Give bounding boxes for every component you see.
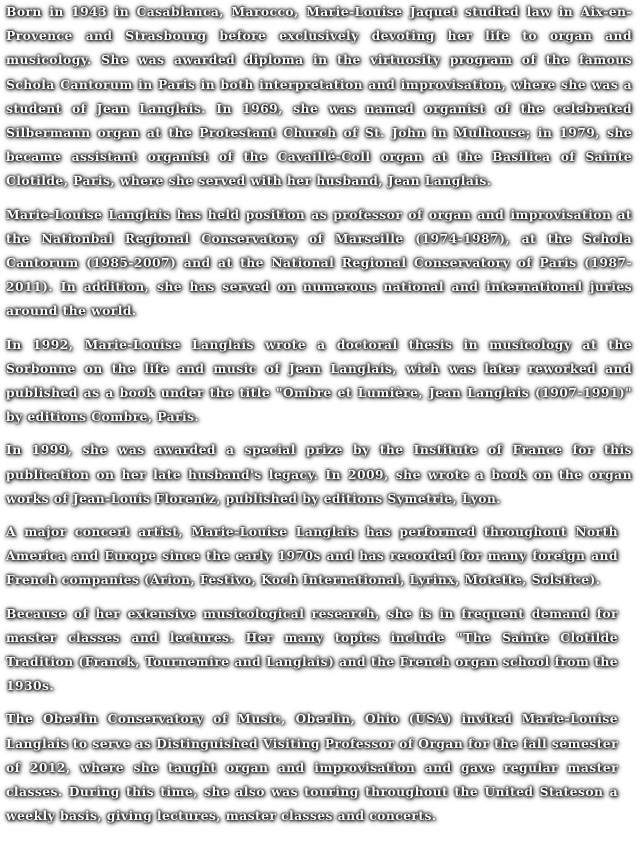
bio-paragraph-teaching: Marie-Louise Langlais has held position as professor of organ and improvisation at the Nationbal Regional Conservatory of Marseille (1974-1987), at the Schola Cantorum (1985-2007) and at the National Regional Conservatory of Paris (1987-2011). In addition, she has served on numerous national and international juries around the world.	[6, 206, 632, 319]
bio-paragraph-oberlin: The Oberlin Conservatory of Music, Oberlin, Ohio (USA) invited Marie-Louise Langlais to serve as Distinguished Visiting Professor of Organ for the fall semester of 2012, where she taught organ and improvisation and gave regular master classes. During this time, she also was touring throughout the United Stateson a weekly basis, giving lectures, master classes and concerts.	[6, 711, 618, 824]
bio-paragraph-concert-career: A major concert artist, Marie-Louise Langlais has performed throughout North America and Europe since the early 1970s and has recorded for many foreign and French companies (Arion, Festivo, Koch International, Lyrinx, Motette, Solstice).	[6, 524, 618, 588]
bio-paragraph-early-life: Born in 1943 in Casablanca, Marocco, Marie-Louise Jaquet studied law in Aix-en-Provence and Strasbourg before exclusively devoting her life to organ and musicology. She was awarded diploma in the virtuosity program of the famous Schola Cantorum in Paris in both interpretation and improvisation, where she was a student of Jean Langlais. In 1969, she was named organist of the celebrated Silbermann organ at the Protestant Church of St. John in Mulhouse; in 1979, she became assistant organist of the Cavaillé-Coll organ at the Basilica of Sainte Clotilde, Paris, where she served with her husband, Jean Langlais.	[6, 4, 632, 189]
bio-paragraph-doctoral-thesis: In 1992, Marie-Louise Langlais wrote a doctoral thesis in musicology at the Sorbonne on the life and music of Jean Langlais, wich was later reworked and published as a book under the title "Ombre et Lumière, Jean Langlais (1907-1991)" by editions Combre, Paris.	[6, 336, 632, 425]
bio-paragraph-prize: In 1999, she was awarded a special prize by the Institute of France for this publication on her late husband's legacy. In 2009, she wrote a book on the organ works of Jean-Louis Florentz, published by editions Symetrie, Lyon.	[6, 442, 632, 506]
bio-paragraph-master-classes: Because of her extensive musicological research, she is in frequent demand for master classes and lectures. Her many topics include "The Sainte Clotilde Tradition (Franck, Tournemire and Langlais) and the French organ school from the 1930s.	[6, 605, 618, 694]
